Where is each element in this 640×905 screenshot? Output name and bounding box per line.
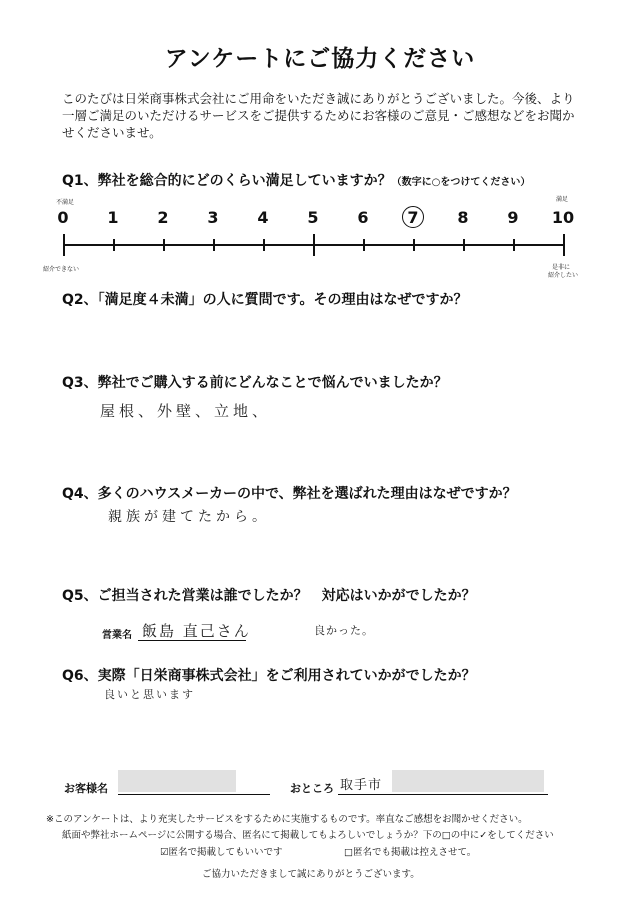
scale-tick [63, 234, 65, 256]
rep-name-underline [138, 640, 246, 641]
q1-label: Q1、弊社を総合的にどのくらい満足していますか？ [62, 173, 392, 189]
scale-tick [113, 239, 115, 251]
scale-number-selected[interactable]: 7 [407, 208, 419, 227]
q6-label: Q6、実際「日栄商事株式会社」をご利用されていかがでしたか？ [62, 668, 476, 684]
q1-question [62, 170, 530, 190]
scale-number[interactable]: 5 [307, 208, 319, 227]
rep-name-label: 営業名 [102, 630, 132, 641]
customer-name-underline [118, 794, 270, 795]
q4-answer: 親族が建てたから。 [108, 509, 270, 525]
scale-number[interactable]: 6 [357, 208, 369, 227]
scale-tick [363, 239, 365, 251]
q3-label: Q3、弊社でご購入する前にどんなことで悩んでいましたか？ [62, 375, 448, 391]
scale-number[interactable]: 4 [257, 208, 269, 227]
q6-answer: 良いと思います [104, 688, 195, 701]
anonymous-decline-option[interactable]: □匿名でも掲載は控えさせて。 [344, 847, 477, 858]
scale-tick [263, 239, 265, 251]
scale-left-top-label: 不満足 [56, 199, 75, 206]
scale-right-bottom-label-2: 紹介したい [548, 272, 579, 279]
scale-tick [313, 234, 315, 256]
rep-name-value: 飯島 直己さん [142, 622, 251, 640]
q3-answer: 屋根、外壁、立地、 [100, 402, 272, 420]
q2-label: Q2、「満足度４未満」の人に質問です。その理由はなぜですか？ [62, 292, 468, 308]
page-title: アンケートにご協力ください [164, 46, 476, 72]
customer-address-underline [338, 794, 548, 795]
scale-tick [163, 239, 165, 251]
scale-tick [463, 239, 465, 251]
scale-tick [413, 239, 415, 251]
scale-right-top-label: 満足 [556, 196, 569, 203]
q5-label: Q5、ご担当された営業は誰でしたか？ 対応はいかがでしたか？ [62, 588, 476, 604]
q5-answer: 良かった。 [314, 624, 374, 637]
scale-number[interactable]: 9 [507, 208, 519, 227]
scale-number[interactable]: 0 [57, 208, 69, 227]
customer-address-label: おところ [290, 782, 334, 795]
customer-name-label: お客様名 [64, 782, 108, 795]
scale-right-bottom-label-1: 是非に [552, 264, 571, 271]
intro-text: このたびは日栄商事株式会社にご用命をいただき誠にありがとうございました。今後、より一層ご満足のいただけるサービスをご提供するためにお客様のご意見・ご感想などをお聞かせくださいませ。 [62, 91, 575, 140]
scale-number[interactable]: 10 [551, 208, 575, 227]
anonymous-ok-option[interactable]: ☑匿名で掲載してもいいです [160, 847, 283, 858]
scale-tick [563, 234, 565, 256]
footer-note-2: 紙面や弊社ホームページに公開する場合、匿名にて掲載してもよろしいでしょうか？下の□の中に✓をしてください [62, 830, 554, 841]
footer-note-1: ※このアンケートは、より充実したサービスをするために実施するものです。率直なご感想をお聞かせください。 [46, 814, 528, 825]
thanks-text: ご協力いただきまして誠にありがとうございます。 [202, 869, 420, 880]
scale-left-bottom-label: 紹介できない [43, 266, 80, 273]
scale-number[interactable]: 2 [157, 208, 169, 227]
scale-number[interactable]: 1 [107, 208, 119, 227]
customer-address-value: 取手市 [340, 778, 383, 793]
scale-number[interactable]: 8 [457, 208, 469, 227]
selected-circle-mark [402, 206, 424, 228]
customer-name-redacted [118, 770, 236, 792]
scale-tick [213, 239, 215, 251]
q4-label: Q4、多くのハウスメーカーの中で、弊社を選ばれた理由はなぜですか？ [62, 486, 517, 502]
customer-address-redacted [392, 770, 544, 792]
q1-note: （数字に○をつけてください） [391, 177, 531, 188]
scale-tick [513, 239, 515, 251]
scale-number[interactable]: 3 [207, 208, 219, 227]
